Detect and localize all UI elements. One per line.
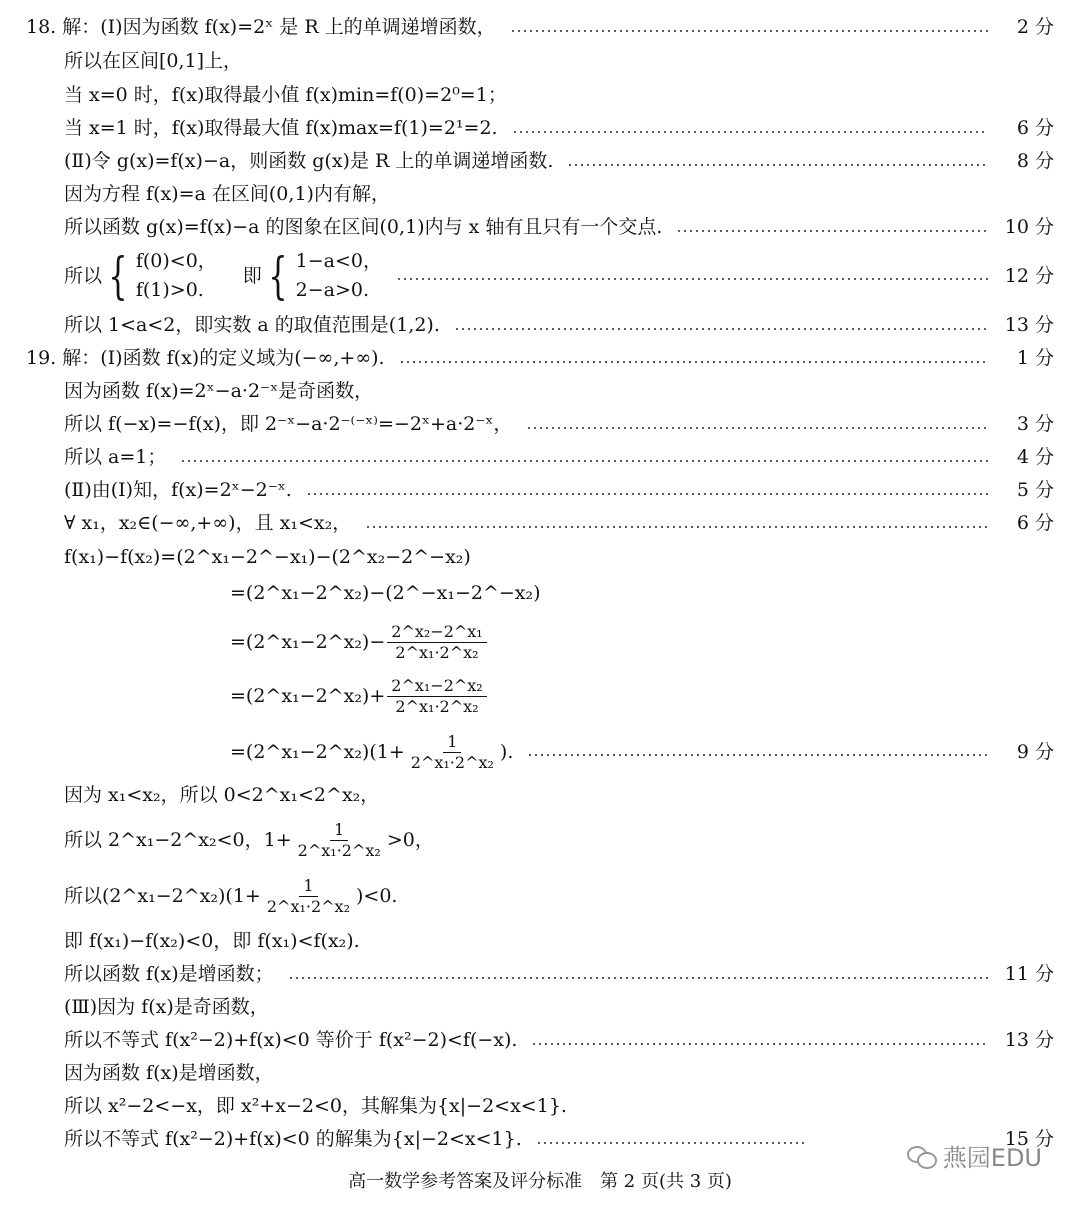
fraction-numerator: 1 [443, 734, 461, 753]
q19-text-11: 所以函数 f(x)是增函数； [64, 963, 274, 985]
dot-leader [676, 230, 988, 232]
score-label: 11 分 [1004, 963, 1054, 985]
q19-text-1: 19. 解：(Ⅰ)函数 f(x)的定义域为(−∞,+∞). [26, 347, 385, 369]
score-label: 10 分 [1004, 216, 1054, 238]
q18-line-6 [0, 185, 1080, 204]
score-label: 13 分 [1004, 314, 1054, 336]
score-label: 6 分 [1016, 512, 1054, 534]
q18-text-8-mid: 即 [242, 264, 262, 287]
equation-line-3 [0, 620, 1080, 664]
q19-text-15: 所以 x²−2<−x，即 x²+x−2<0，其解集为{x|−2<x<1}. [64, 1095, 567, 1117]
q18-text-8-prefix: 所以 [64, 264, 103, 287]
system-row: 1−a<0， [295, 250, 382, 272]
score-label: 6 分 [1016, 117, 1054, 139]
dot-leader [567, 164, 988, 166]
q19-text-9: 所以(2^x₁−2^x₂)(1+ [64, 884, 261, 907]
fraction [294, 819, 385, 860]
dot-leader [306, 493, 988, 495]
equation-text: ). [499, 740, 514, 763]
q19-text-2: 因为函数 f(x)=2ˣ−a·2⁻ˣ是奇函数， [64, 380, 374, 402]
q18-text-6: 因为方程 f(x)=a 在区间(0,1)内有解， [64, 183, 390, 205]
score-label: 8 分 [1016, 150, 1054, 172]
q19-text-3: 所以 f(−x)=−f(x)，即 2⁻ˣ−a·2⁻⁽⁻ˣ⁾=−2ˣ+a·2⁻ˣ， [64, 413, 513, 435]
q19-text-16: 所以不等式 f(x²−2)+f(x)<0 的解集为{x|−2<x<1}. [64, 1128, 522, 1150]
dot-leader [531, 1043, 988, 1045]
watermark-text: 燕园EDU [942, 1144, 1042, 1172]
q19-text-10: 即 f(x₁)−f(x₂)<0，即 f(x₁)<f(x₂). [64, 930, 360, 952]
dot-leader [510, 30, 988, 32]
score-label: 3 分 [1016, 413, 1054, 435]
equation-text: =(2^x₁−2^x₂)+ [230, 684, 386, 707]
score-label: 15 分 [1004, 1128, 1054, 1150]
equation-text: =(2^x₁−2^x₂)−(2^−x₁−2^−x₂) [230, 582, 541, 604]
score-label: 1 分 [1016, 347, 1054, 369]
q19-line-15 [0, 1097, 1080, 1116]
dot-leader [365, 526, 988, 528]
q19-line-3 [0, 415, 1080, 434]
fraction-denominator: 2^x₁·2^x₂ [395, 642, 479, 662]
dot-leader [399, 361, 988, 363]
system-of-inequalities-2 [262, 247, 382, 305]
q19-text-14: 因为函数 f(x)是增函数， [64, 1062, 274, 1084]
q19-line-2 [0, 382, 1080, 401]
fraction [387, 621, 486, 662]
wechat-icon [907, 1144, 937, 1168]
q19-line-4 [0, 448, 1080, 467]
fraction-numerator: 1 [330, 822, 348, 841]
fraction-denominator: 2^x₁·2^x₂ [410, 752, 494, 772]
equation-text: f(x₁)−f(x₂)=(2^x₁−2^−x₁)−(2^x₂−2^−x₂) [64, 546, 471, 568]
q19-line-10 [0, 932, 1080, 951]
fraction [263, 875, 354, 916]
score-label: 5 分 [1016, 479, 1054, 501]
dot-leader [512, 131, 988, 133]
q19-text-4: 所以 a=1； [64, 446, 167, 468]
q19-text-5: (Ⅱ)由(Ⅰ)知，f(x)=2ˣ−2⁻ˣ. [64, 479, 292, 501]
q18-text-3: 当 x=0 时，f(x)取得最小值 f(x)min=f(0)=2⁰=1； [64, 84, 507, 106]
q19-line-6 [0, 514, 1080, 533]
q18-line-7 [0, 218, 1080, 237]
fraction-denominator: 2^x₁·2^x₂ [395, 696, 479, 716]
dot-leader [180, 460, 988, 462]
system-row: 2−a>0. [295, 279, 370, 301]
system-row: f(0)<0， [135, 250, 217, 272]
score-label: 13 分 [1004, 1029, 1054, 1051]
system-of-inequalities-1 [102, 247, 217, 305]
system-row: f(1)>0. [135, 279, 204, 301]
dot-leader [536, 1142, 808, 1144]
q18-line-5 [0, 152, 1080, 171]
score-label: 2 分 [1016, 16, 1054, 38]
q18-line-9 [0, 316, 1080, 335]
q19-line-11 [0, 965, 1080, 984]
dot-leader [454, 328, 988, 330]
brace-icon: { [108, 247, 128, 305]
equation-line-5 [0, 730, 1080, 774]
q19-line-14 [0, 1064, 1080, 1083]
q19-line-8 [0, 818, 1080, 862]
fraction [387, 675, 486, 716]
q19-text-6: ∀ x₁，x₂∈(−∞,+∞)，且 x₁<x₂， [64, 512, 352, 534]
brace-icon: { [268, 247, 288, 305]
q19-text-7: 因为 x₁<x₂，所以 0<2^x₁<2^x₂， [64, 784, 380, 806]
q18-line-4 [0, 119, 1080, 138]
dot-leader [396, 278, 988, 280]
page-footer: 高一数学参考答案及评分标准 第 2 页(共 3 页) [348, 1171, 732, 1192]
q19-line-5 [0, 481, 1080, 500]
q19-text-12: (Ⅲ)因为 f(x)是奇函数， [64, 996, 269, 1018]
dot-leader [527, 754, 988, 756]
q18-text-9: 所以 1<a<2，即实数 a 的取值范围是(1,2). [64, 314, 440, 336]
equation-text: =(2^x₁−2^x₂)(1+ [230, 740, 405, 763]
q19-line-1 [0, 349, 1080, 368]
score-label: 12 分 [1004, 264, 1054, 287]
q18-line-3 [0, 86, 1080, 105]
q19-line-9 [0, 874, 1080, 918]
q18-line-8 [0, 247, 1080, 305]
q19-line-12 [0, 998, 1080, 1017]
equation-line-2 [0, 584, 1080, 603]
q18-text-4: 当 x=1 时，f(x)取得最大值 f(x)max=f(1)=2¹=2. [64, 117, 498, 139]
equation-line-4 [0, 674, 1080, 718]
fraction-numerator: 2^x₂−2^x₁ [387, 624, 486, 643]
fraction [407, 731, 498, 772]
fraction-denominator: 2^x₁·2^x₂ [266, 896, 350, 916]
q18-text-1: 18. 解：(Ⅰ)因为函数 f(x)=2ˣ 是 R 上的单调递增函数， [26, 16, 496, 38]
q19-text-9-post: )<0. [356, 884, 398, 907]
q18-text-2: 所以在区间[0,1]上， [64, 50, 243, 72]
q19-line-7 [0, 786, 1080, 805]
equation-line-1 [0, 548, 1080, 567]
fraction-numerator: 2^x₁−2^x₂ [387, 678, 486, 697]
score-label: 9 分 [1016, 740, 1054, 763]
fraction-denominator: 2^x₁·2^x₂ [297, 840, 381, 860]
fraction-numerator: 1 [299, 878, 317, 897]
dot-leader [288, 977, 988, 979]
dot-leader [526, 427, 988, 429]
q19-text-8-post: >0， [386, 828, 434, 851]
q19-text-8: 所以 2^x₁−2^x₂<0，1+ [64, 828, 292, 851]
q19-line-13 [0, 1031, 1080, 1050]
score-label: 4 分 [1016, 446, 1054, 468]
q18-text-5: (Ⅱ)令 g(x)=f(x)−a，则函数 g(x)是 R 上的单调递增函数. [64, 150, 554, 172]
q18-line-2 [0, 52, 1080, 71]
equation-text: =(2^x₁−2^x₂)− [230, 630, 386, 653]
q18-text-7: 所以函数 g(x)=f(x)−a 的图象在区间(0,1)内与 x 轴有且只有一个交点. [64, 216, 663, 238]
q19-text-13: 所以不等式 f(x²−2)+f(x)<0 等价于 f(x²−2)<f(−x). [64, 1029, 518, 1051]
q18-line-1 [0, 18, 1080, 37]
